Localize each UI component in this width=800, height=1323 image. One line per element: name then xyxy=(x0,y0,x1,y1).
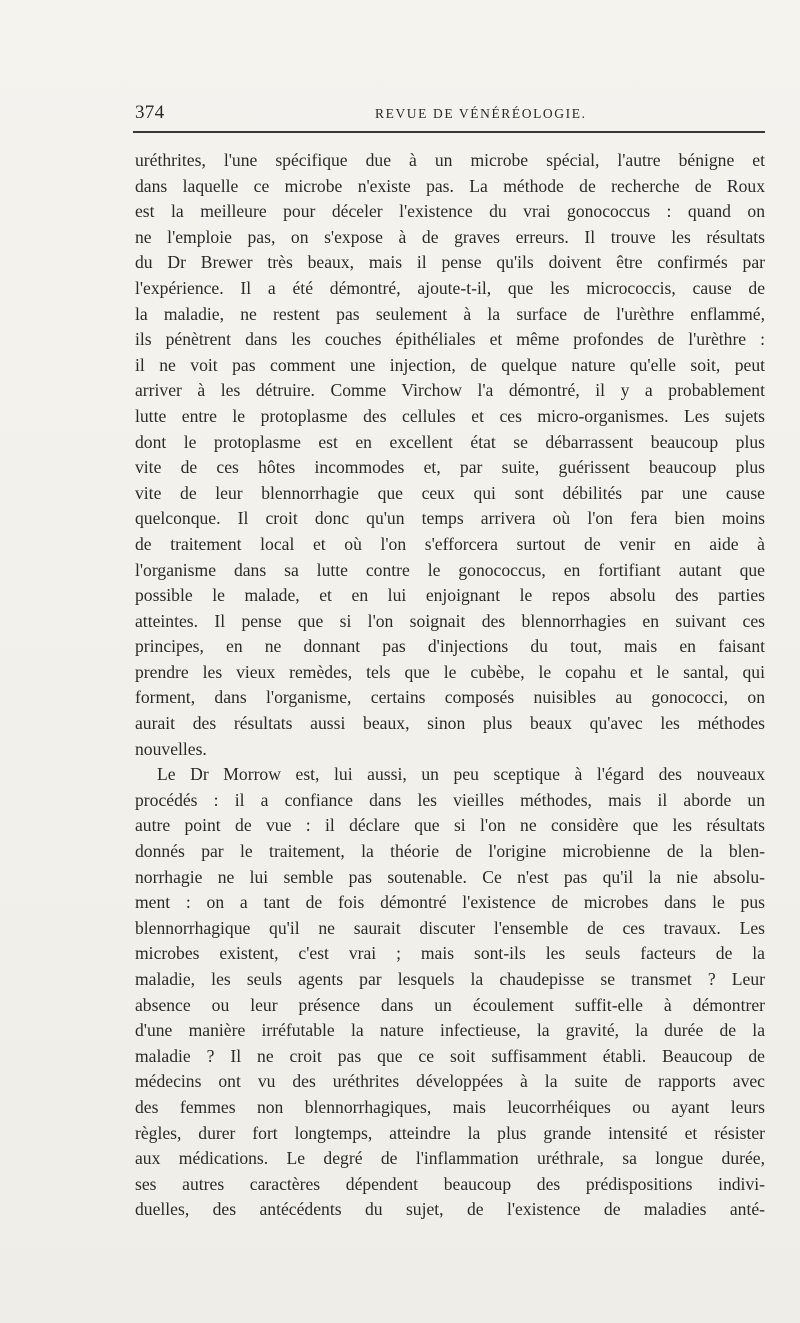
text-line: aurait des résultats aussi beaux, sinon plus beaux qu'avec les méthodes xyxy=(135,713,765,734)
text-line: l'organisme dans sa lutte contre le gonococcus, en fortifiant autant que xyxy=(135,559,765,580)
text-line: principes, en ne donnant pas d'injections du tout, mais en faisant xyxy=(135,636,765,657)
text-line: duelles, des antécédents du sujet, de l'existence de maladies anté- xyxy=(135,1199,765,1220)
text-line: règles, durer fort longtemps, atteindre la plus grande intensité et résister xyxy=(135,1122,765,1143)
text-line: vite de ces hôtes incommodes et, par suite, guérissent beaucoup plus xyxy=(135,457,765,478)
paragraph-end-line: nouvelles. xyxy=(135,738,207,759)
text-line: d'une manière irréfutable la nature infectieuse, la gravité, la durée de la xyxy=(135,1020,765,1041)
text-line: lutte entre le protoplasme des cellules et ces micro-organismes. Les sujets xyxy=(135,405,765,426)
text-line: de traitement local et où l'on s'efforcera surtout de venir en aide à xyxy=(135,533,765,554)
text-line: médecins ont vu des uréthrites développées à la suite de rapports avec xyxy=(135,1071,765,1092)
journal-title: REVUE DE VÉNÉRÉOLOGIE. xyxy=(375,106,587,121)
text-line: la maladie, ne restent pas seulement à la surface de l'urèthre enflammé, xyxy=(135,303,765,324)
text-line: atteintes. Il pense que si l'on soignait des blennorrhagies en suivant ces xyxy=(135,610,765,631)
text-line: l'expérience. Il a été démontré, ajoute-t-il, que les micrococcis, cause de xyxy=(135,277,765,298)
text-line: maladie, les seuls agents par lesquels la chaudepisse se transmet ? Leur xyxy=(135,969,765,989)
text-line: il ne voit pas comment une injection, de quelque nature qu'elle soit, peut xyxy=(135,354,765,375)
page-number: 374 xyxy=(135,102,165,123)
text-line: ses autres caractères dépendent beaucoup des prédispositions indivi- xyxy=(135,1173,765,1194)
text-line: blennorrhagique qu'il ne saurait discuter l'ensemble de ces travaux. Les xyxy=(135,917,765,938)
text-line: prendre les vieux remèdes, tels que le cubèbe, le copahu et le santal, qui xyxy=(135,661,765,682)
text-line: ne l'emploie pas, on s'expose à de graves erreurs. Il trouve les résultats xyxy=(135,226,765,247)
text-line: ment : on a tant de fois démontré l'existence de microbes dans le pus xyxy=(135,892,765,913)
header-rule xyxy=(133,131,765,133)
text-line: possible le malade, et en lui enjoignant le repos absolu des parties xyxy=(135,585,765,606)
text-line: vite de leur blennorrhagie que ceux qui sont débilités par une cause xyxy=(135,482,765,503)
text-line: des femmes non blennorrhagiques, mais leucorrhéiques ou ayant leurs xyxy=(135,1096,765,1117)
text-line: dont le protoplasme est en excellent état se débarrassent beaucoup plus xyxy=(135,431,765,452)
running-head xyxy=(135,102,765,126)
text-line: maladie ? Il ne croit pas que ce soit suffisamment établi. Beaucoup de xyxy=(135,1045,765,1066)
text-line: microbes existent, c'est vrai ; mais sont-ils les seuls facteurs de la xyxy=(135,943,765,964)
text-line: norrhagie ne lui semble pas soutenable. Ce n'est pas qu'il la nie absolu- xyxy=(135,866,765,887)
text-line: est la meilleure pour déceler l'existence du vrai gonococcus : quand on xyxy=(135,201,765,222)
text-line: uréthrites, l'une spécifique due à un microbe spécial, l'autre bénigne et xyxy=(135,150,765,170)
text-line: arriver à les détruire. Comme Virchow l'a démontré, il y a probablement xyxy=(135,380,765,401)
text-line: absence ou leur présence dans un écoulement suffit-elle à démontrer xyxy=(135,994,765,1015)
text-line: aux médications. Le degré de l'inflammation uréthrale, sa longue durée, xyxy=(135,1148,765,1169)
text-line: quelconque. Il croit donc qu'un temps arrivera où l'on fera bien moins xyxy=(135,508,765,529)
text-line: procédés : il a confiance dans les vieilles méthodes, mais il aborde un xyxy=(135,789,765,810)
text-line: dans laquelle ce microbe n'existe pas. La méthode de recherche de Roux xyxy=(135,175,765,196)
text-line: du Dr Brewer très beaux, mais il pense qu'ils doivent être confirmés par xyxy=(135,252,765,273)
paragraph-start-line: Le Dr Morrow est, lui aussi, un peu sceptique à l'égard des nouveaux xyxy=(157,764,765,785)
text-line: autre point de vue : il déclare que si l'on ne considère que les résultats xyxy=(135,815,765,836)
text-line: ils pénètrent dans les couches épithéliales et même profondes de l'urèthre : xyxy=(135,329,765,350)
body-text xyxy=(135,148,765,1223)
text-line: donnés par le traitement, la théorie de l'origine microbienne de la blen- xyxy=(135,841,765,862)
text-line: forment, dans l'organisme, certains composés nuisibles au gonococci, on xyxy=(135,687,765,708)
